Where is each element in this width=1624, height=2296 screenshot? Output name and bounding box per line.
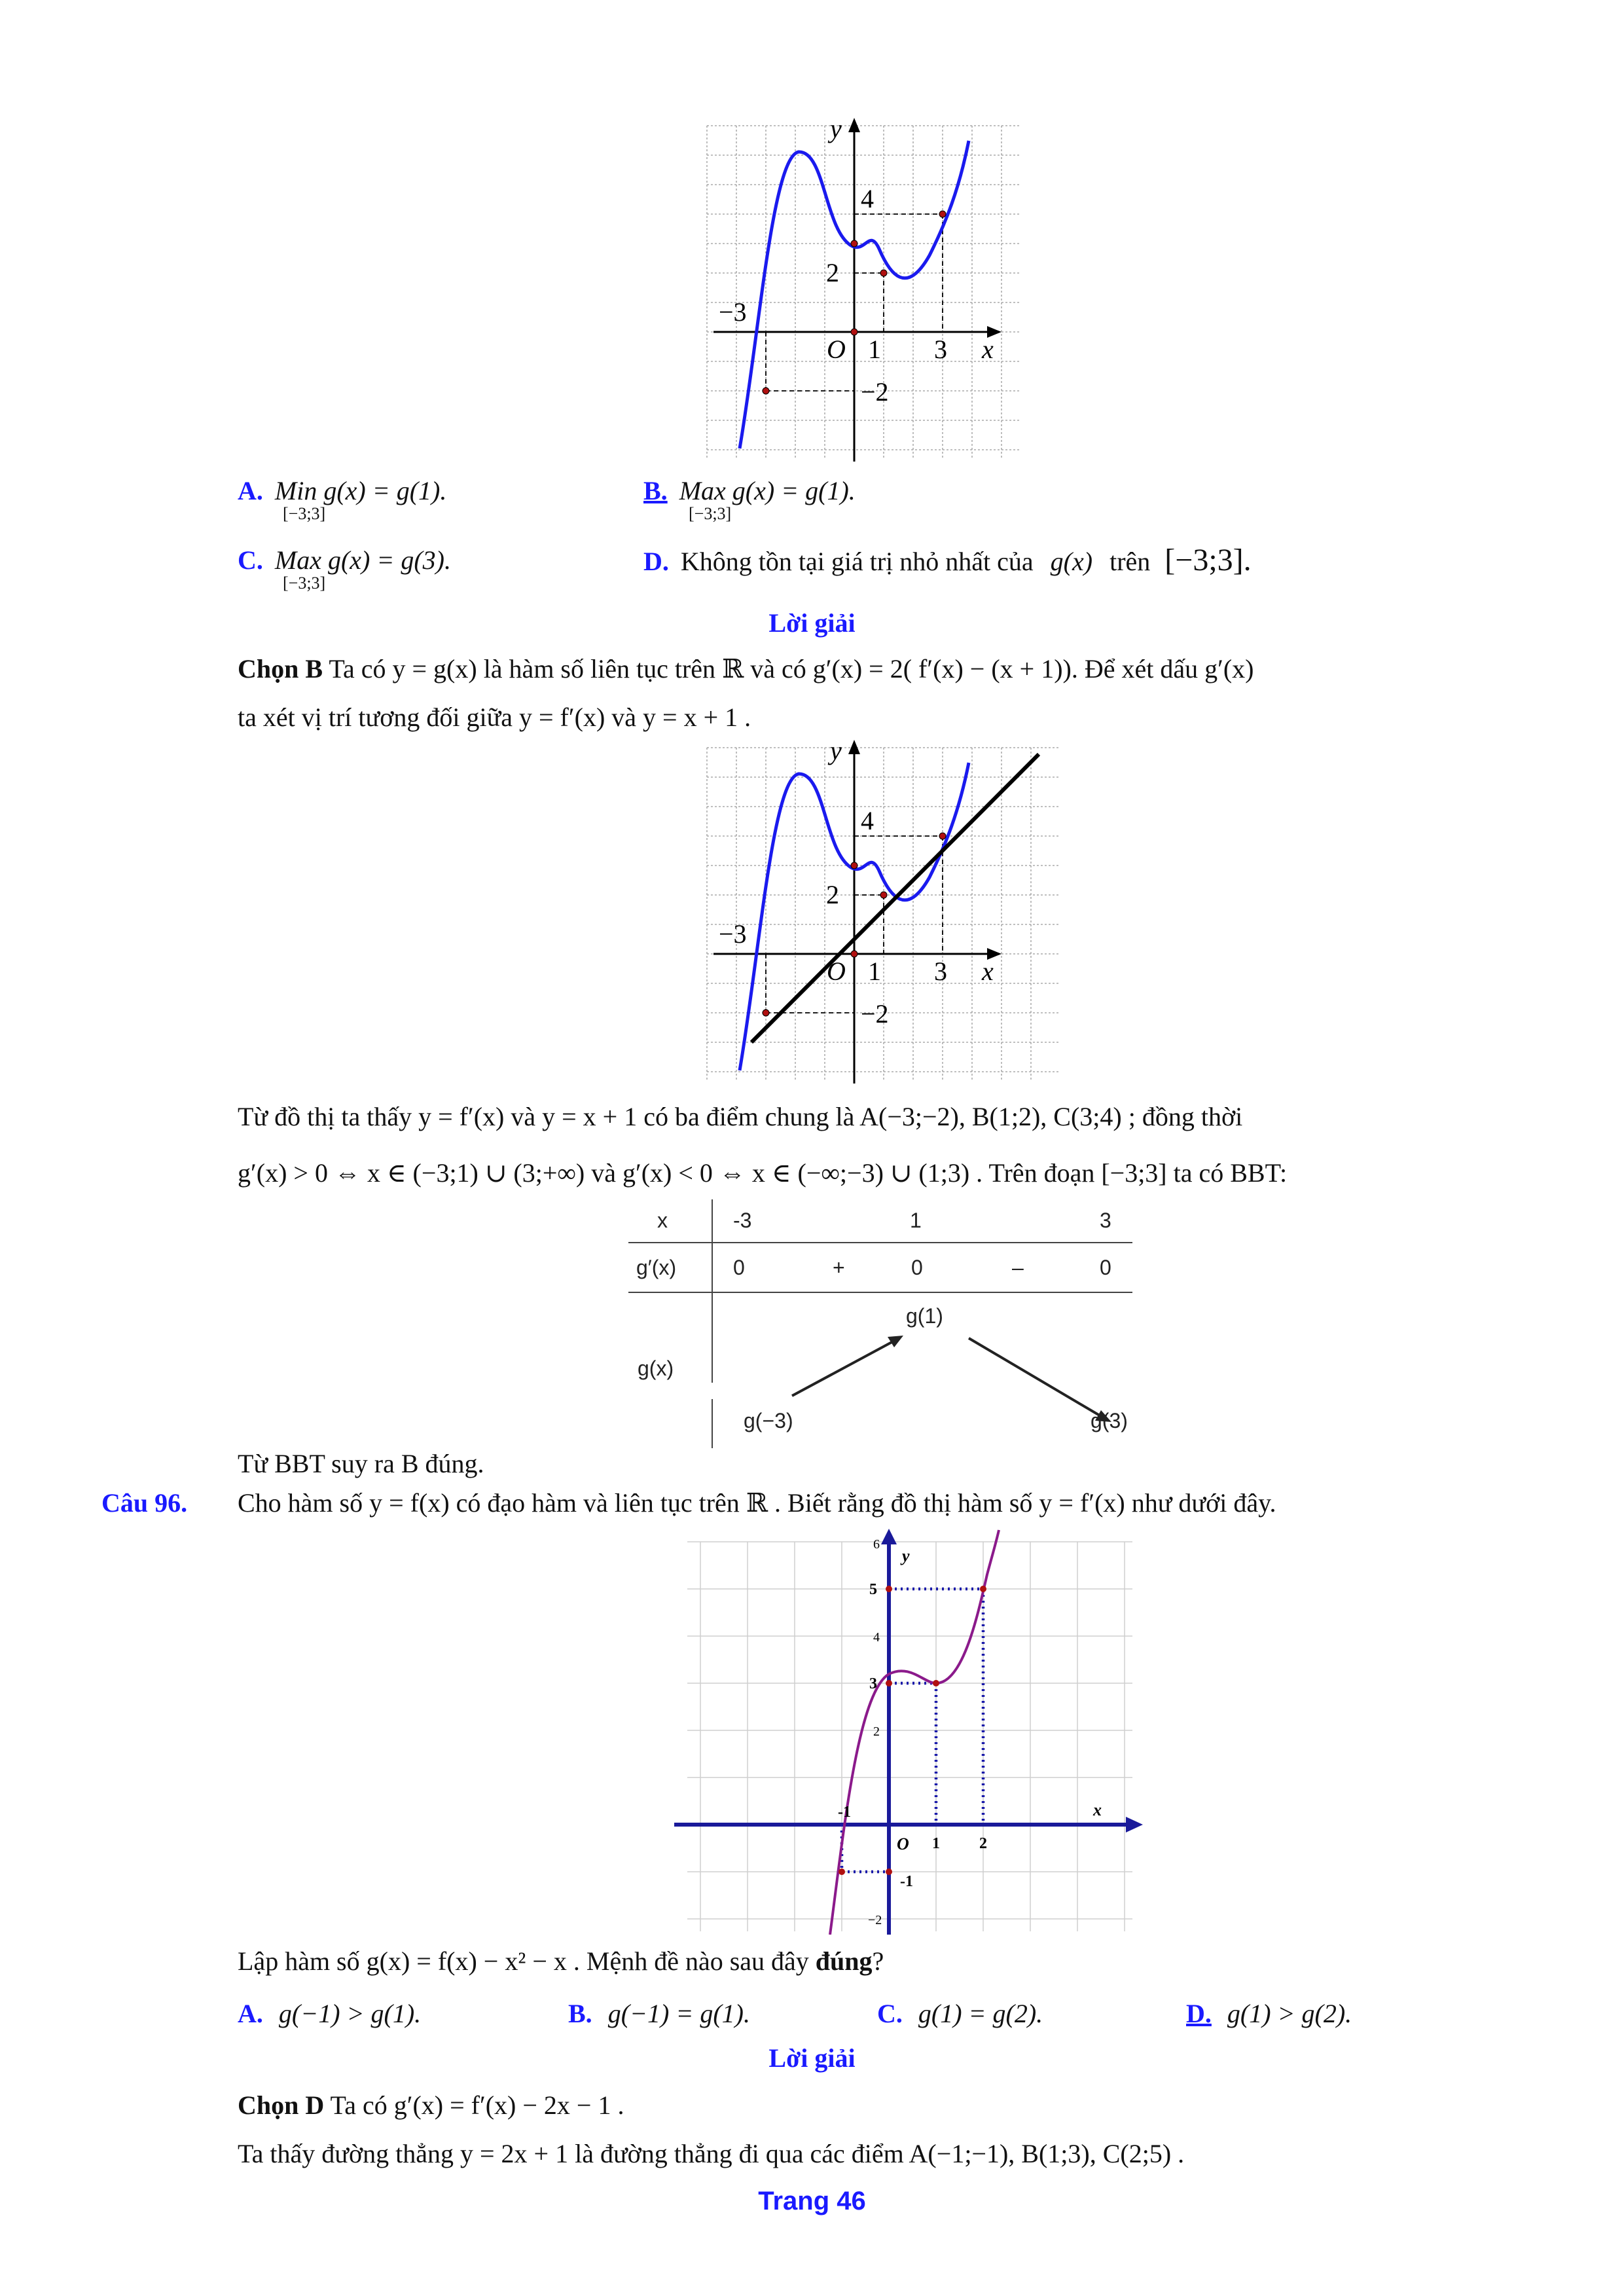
option-b-expr: Max g(x) = g(1). (679, 476, 856, 505)
point-b (880, 270, 887, 276)
solution1-line1-text: Ta có y = g(x) là hàm số liên tục trên ℝ và có g′(x) = 2( f′(x) − (x + 1)). Để xét dấu g′(x) (329, 654, 1254, 683)
axis-x-label: x (1093, 1800, 1102, 1819)
origin-label: O (827, 957, 846, 986)
bbt-gp-v2: 0 (911, 1256, 923, 1279)
axes (713, 123, 992, 462)
solution1-conclude: Từ BBT suy ra B đúng. (238, 1449, 484, 1478)
line-y-x-plus-1 (751, 754, 1039, 1042)
tick-ym2: −2 (868, 1913, 882, 1927)
option-c-sub: [−3;3] (283, 574, 326, 592)
q96-option-a[interactable] (238, 1997, 421, 2031)
bbt-gp-label: g′(x) (636, 1256, 677, 1279)
q96-prompt-bold: đúng (815, 1946, 873, 1976)
tick-y4: 4 (861, 184, 874, 213)
tick-xm1: -1 (838, 1804, 851, 1821)
q96-option-c-letter: C. (877, 1999, 903, 2028)
bbt-gp-v1: + (833, 1256, 845, 1279)
axis-x-label: x (982, 335, 994, 364)
solution2-line1 (238, 2088, 624, 2123)
graph-fprime-q96 (674, 1529, 1146, 1935)
axis-x-label: x (982, 957, 994, 986)
bbt-x0: -3 (733, 1209, 752, 1232)
q96-stem: Cho hàm số y = f(x) có đạo hàm và liên tục trên ℝ . Biết rằng đồ thị hàm số y = f′(x) như dưới đây. (238, 1488, 1276, 1518)
solution-heading-2: Lời giải (768, 2043, 856, 2073)
point-b (933, 1680, 939, 1686)
point-c (939, 211, 946, 217)
axes (713, 745, 992, 1084)
q96-option-a-expr: g(−1) > g(1). (278, 1999, 422, 2028)
point-origin (851, 951, 857, 957)
y-axis-arrow (881, 1529, 897, 1544)
tick-y6: 6 (873, 1537, 880, 1552)
tick-x1: 1 (868, 335, 881, 364)
bbt-g-label: g(x) (638, 1357, 674, 1380)
option-d-tren: trên (1110, 547, 1151, 576)
point-a (763, 1010, 769, 1016)
point-y3 (886, 1680, 892, 1686)
tick-x3: 3 (934, 335, 947, 364)
bbt-x1: 1 (910, 1209, 922, 1232)
solution2-line1-text: Ta có g′(x) = f′(x) − 2x − 1 . (330, 2090, 624, 2120)
bbt-g-v1: g(1) (906, 1304, 943, 1328)
q96-option-a-letter: A. (238, 1999, 263, 2028)
fprime-curve (830, 1530, 999, 1935)
option-c-expr: Max g(x) = g(3). (274, 545, 451, 575)
bbt-gp-v0: 0 (733, 1256, 745, 1279)
option-c-letter: C. (238, 545, 263, 575)
option-b[interactable] (643, 474, 856, 508)
bbt-gp-v4: 0 (1100, 1256, 1111, 1279)
point-y3 (851, 240, 857, 247)
q96-option-d-expr: g(1) > g(2). (1227, 1999, 1352, 2028)
tick-y5: 5 (869, 1581, 877, 1598)
option-d-text: Không tồn tại giá trị nhỏ nhất của (680, 547, 1034, 576)
point-b (880, 892, 887, 898)
tick-x3: 3 (934, 957, 947, 986)
point-c (980, 1586, 986, 1592)
point-origin (851, 329, 857, 335)
solution2-choose: Chọn D (238, 2090, 325, 2120)
bbt-g-v2: g(3) (1091, 1409, 1128, 1432)
bbt-x-label: x (657, 1209, 668, 1232)
graph-fprime-1 (694, 118, 1034, 465)
q96-label: Câu 96. (101, 1488, 188, 1518)
solution1-line4: g′(x) > 0 ⇔ x ∈ (−3;1) ∪ (3;+∞) và g′(x) < 0 ⇔ x ∈ (−∞;−3) ∪ (1;3) . Trên đoạn [−3;3] ta có BBT: (238, 1158, 1288, 1188)
tick-y2: 2 (826, 880, 839, 909)
option-a-sub: [−3;3] (283, 504, 326, 523)
q96-option-b-letter: B. (568, 1999, 592, 2028)
tick-y4: 4 (861, 806, 874, 835)
tick-x1: 1 (932, 1835, 940, 1852)
solution1-line3: Từ đồ thị ta thấy y = f′(x) và y = x + 1 có ba điểm chung là A(−3;−2), B(1;2), C(3;4) ; đồng thời (238, 1102, 1243, 1131)
q96-option-c[interactable] (877, 1997, 1043, 2031)
point-c (939, 833, 946, 839)
axis-y-label: y (902, 1546, 910, 1565)
option-d-letter: D. (643, 547, 669, 576)
q96-prompt-a: Lập hàm số g(x) = f(x) − x² − x . Mệnh đề nào sau đây (238, 1946, 816, 1976)
tick-ym1: -1 (900, 1873, 913, 1890)
grid (707, 126, 1021, 458)
point-ym1 (886, 1868, 892, 1875)
page-footer: Trang 46 (758, 2187, 866, 2215)
tick-y2: 2 (873, 1724, 880, 1739)
option-c[interactable] (238, 543, 451, 577)
origin-label: O (897, 1834, 909, 1853)
tick-ym2: −2 (861, 999, 889, 1029)
q96-option-b[interactable] (568, 1997, 750, 2031)
y-axis-arrow (848, 118, 860, 132)
bbt-table (628, 1199, 1139, 1448)
tick-x1: 1 (868, 957, 881, 986)
solution1-line1 (238, 652, 1254, 686)
point-a (763, 388, 769, 394)
q96-option-c-expr: g(1) = g(2). (918, 1999, 1043, 2028)
tick-y3: 3 (869, 1675, 877, 1692)
q96-prompt (238, 1944, 884, 1978)
solution2-line2: Ta thấy đường thẳng y = 2x + 1 là đường thẳng đi qua các điểm A(−1;−1), B(1;3), C(2;5) . (238, 2139, 1185, 2168)
q96-option-d[interactable] (1186, 1997, 1352, 2031)
option-d[interactable] (643, 543, 1252, 579)
q96-option-d-letter: D. (1186, 1999, 1212, 2028)
bbt-g-v0: g(−3) (744, 1409, 793, 1432)
point-y5 (886, 1586, 892, 1592)
y-axis-arrow (848, 740, 860, 754)
bbt-x2: 3 (1100, 1209, 1111, 1232)
q96-prompt-end: ? (872, 1946, 884, 1976)
axis-y-label: y (830, 118, 842, 143)
option-b-sub: [−3;3] (689, 504, 732, 523)
x-axis-arrow (1126, 1817, 1143, 1832)
option-a[interactable] (238, 474, 446, 508)
option-d-interval: [−3;3]. (1164, 543, 1252, 577)
tick-ym2: −2 (861, 377, 889, 407)
point-a (839, 1868, 845, 1875)
tick-xm3: −3 (719, 919, 747, 949)
tick-y4: 4 (873, 1630, 880, 1645)
origin-label: O (827, 335, 846, 364)
q96-option-b-expr: g(−1) = g(1). (607, 1999, 750, 2028)
solution1-line2: ta xét vị trí tương đối giữa y = f′(x) và y = x + 1 . (238, 702, 751, 732)
option-b-letter: B. (643, 476, 668, 505)
solution-heading-1: Lời giải (768, 608, 856, 638)
tick-y2: 2 (826, 258, 839, 287)
graph-fprime-2 (694, 740, 1074, 1087)
bbt-gp-v3: – (1012, 1256, 1024, 1279)
solution1-choose: Chọn B (238, 654, 323, 683)
axis-y-label: y (830, 740, 842, 765)
option-d-gx: g(x) (1050, 547, 1093, 576)
option-a-expr: Min g(x) = g(1). (274, 476, 447, 505)
tick-x2: 2 (979, 1835, 987, 1852)
bbt-lines (628, 1199, 1139, 1448)
point-y3 (851, 862, 857, 869)
option-a-letter: A. (238, 476, 263, 505)
tick-xm3: −3 (719, 297, 747, 327)
